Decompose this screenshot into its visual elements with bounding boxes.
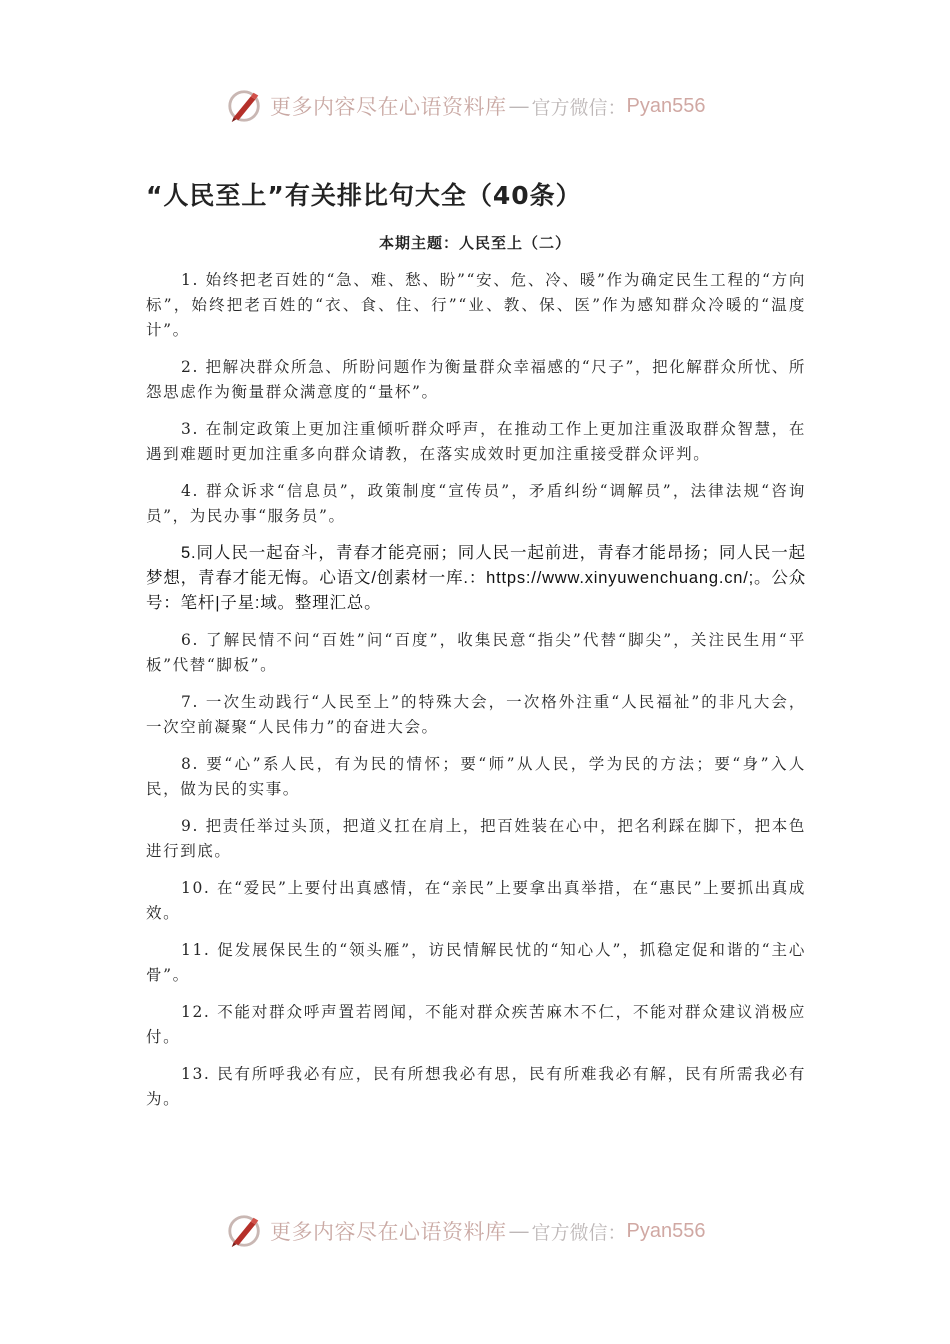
banner-dash: — (508, 1219, 530, 1243)
banner-dash: — (508, 94, 530, 118)
banner-wechat-id: Pyan556 (626, 94, 706, 117)
list-item: 13. 民有所呼我必有应，民有所想我必有思，民有所难我必有解，民有所需我必有为。 (146, 1065, 806, 1108)
banner-wechat-label: 官方微信： (531, 96, 627, 119)
list-item: 10. 在“爱民”上要付出真感情，在“亲民”上要拿出真举措，在“惠民”上要抓出真成效。 (146, 879, 806, 922)
list-item: 7. 一次生动践行“人民至上”的特殊大会，一次格外注重“人民福祉”的非凡大会，一次空前凝聚“人民伟力”的奋进大会。 (146, 693, 806, 736)
banner-wechat-id: Pyan556 (626, 1219, 706, 1242)
list-item: 6. 了解民情不问“百姓”问“百度”，收集民意“指尖”代替“脚尖”，关注民生用“平板”代替“脚板”。 (146, 631, 806, 674)
list-item: 9. 把责任举过头顶，把道义扛在肩上，把百姓装在心中，把名利踩在脚下，把本色进行到底。 (146, 817, 806, 860)
list-item: 11. 促发展保民生的“领头雁”，访民情解民忧的“知心人”，抓稳定促和谐的“主心骨”。 (146, 941, 806, 984)
list-item: 8. 要“心”系人民，有为民的情怀；要“师”从人民，学为民的方法；要“身”入人民，做为民的实事。 (146, 755, 806, 798)
page-subtitle: 本期主题：人民至上（二） (378, 234, 571, 252)
banner-brand-text: 更多内容尽在心语资料库 (270, 95, 507, 119)
list-item: 3. 在制定政策上更加注重倾听群众呼声，在推动工作上更加注重汲取群众智慧，在遇到难题时更加注重多向群众请教，在落实成效时更加注重接受群众评判。 (146, 420, 806, 463)
item-list (146, 268, 806, 1124)
pen-logo-icon (226, 1212, 264, 1250)
banner-brand-text: 更多内容尽在心语资料库 (270, 1220, 507, 1244)
header-banner (226, 86, 705, 126)
list-item: 5.同人民一起奋斗，青春才能亮丽；同人民一起前进，青春才能昂扬；同人民一起梦想，青春才能无悔。心语文/创素材一库.：https://www.xinyuwenchuang.cn/;。公众号：笔杆|子星:域。整理汇总。 (146, 544, 806, 612)
banner-wechat-label: 官方微信： (531, 1221, 627, 1244)
pen-logo-icon (226, 87, 264, 125)
list-item: 4. 群众诉求“信息员”，政策制度“宣传员”，矛盾纠纷“调解员”，法律法规“咨询员”，为民办事“服务员”。 (146, 482, 806, 525)
list-item: 2. 把解决群众所急、所盼问题作为衡量群众幸福感的“尺子”，把化解群众所忧、所怨思虑作为衡量群众满意度的“量杯”。 (146, 358, 806, 401)
list-item: 12. 不能对群众呼声置若罔闻，不能对群众疾苦麻木不仁，不能对群众建议消极应付。 (146, 1003, 806, 1046)
list-item: 1. 始终把老百姓的“急、难、愁、盼”“安、危、冷、暖”作为确定民生工程的“方向标”，始终把老百姓的“衣、食、住、行”“业、教、保、医”作为感知群众冷暖的“温度计”。 (146, 271, 806, 339)
footer-banner (226, 1211, 705, 1251)
page-title: “人民至上”有关排比句大全（40条） (146, 181, 582, 210)
